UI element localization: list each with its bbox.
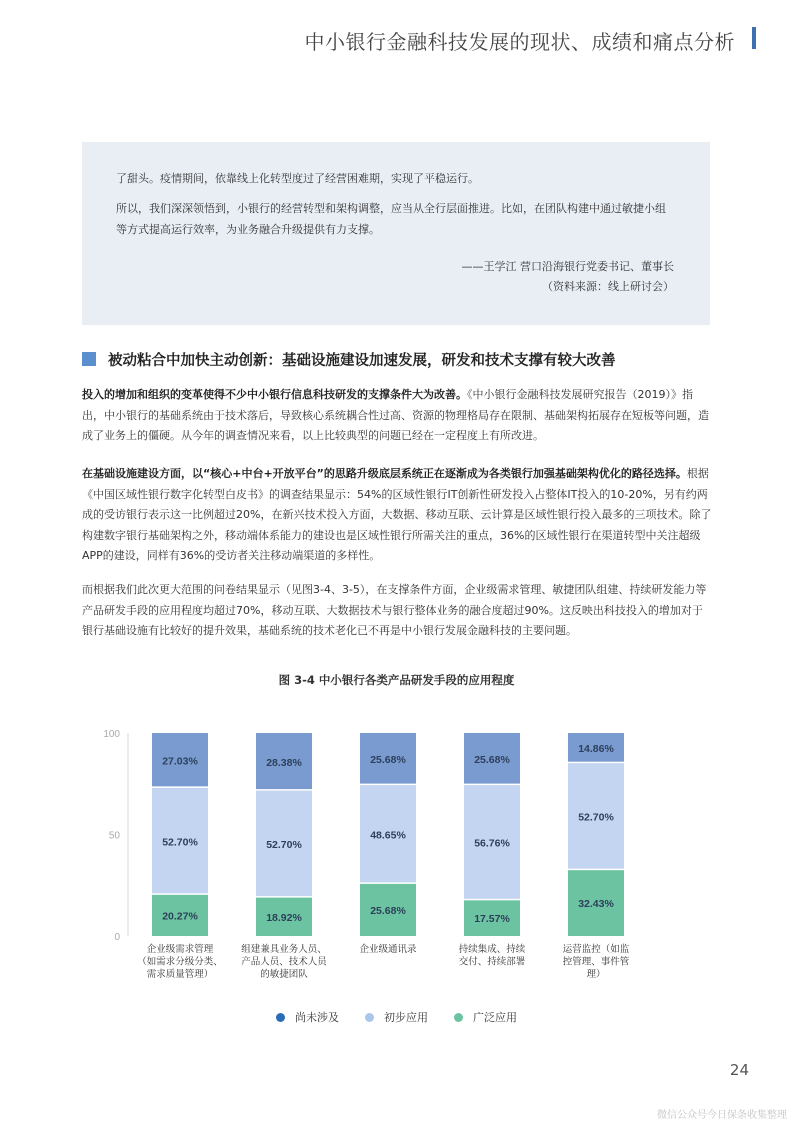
legend-label: 尚未涉及 (295, 1011, 339, 1024)
legend-item-initial (365, 1009, 428, 1025)
data-label: 27.03% (162, 755, 198, 768)
watermark: 微信公众号今日保条收集整理 (657, 1110, 787, 1121)
x-category-label: 需求质量管理） (146, 969, 214, 980)
data-label: 25.68% (474, 754, 510, 767)
paragraph-2-text: 根据《中国区域性银行数字化转型白皮书》的调查结果显示：54%的区域性银行IT创新性研发投入占整体IT投入的10-20%，另有约两成的受访银行表示这一比例超过20%，在新兴技术投入方面，大数据、移动互联、云计算是区域性银行投入最多的三项技术。除了构建数字银行基础架构之外，移动端体系能力的建设也是区域性银行所需关注的重点，36%的区域性银行在渠道转型中关注超级APP的建设，同样有36%的受访者关注移动端渠道的多样性。 (82, 467, 712, 562)
paragraph-1-lead: 投入的增加和组织的变革使得不少中小银行信息科技研发的支撑条件大为改善。 (82, 388, 467, 401)
quote-source: （资料来源：线上研讨会） (542, 280, 674, 293)
data-label: 52.70% (266, 839, 302, 852)
data-label: 17.57% (474, 913, 510, 926)
quote-attribution: ——王学江 营口沿海银行党委书记、董事长 (461, 260, 674, 273)
data-label: 28.38% (266, 756, 302, 769)
section-heading-text: 被动粘合中加快主动创新：基础设施建设加速发展，研发和技术支撑有较大改善 (108, 352, 616, 369)
chart-legend (0, 1009, 793, 1025)
x-category-label: 组建兼具业务人员、 (241, 944, 327, 955)
data-label: 25.68% (370, 904, 406, 917)
legend-item-not-involved (276, 1009, 339, 1025)
page-number: 24 (729, 1061, 749, 1079)
x-category-label: 控管理、事件管 (562, 956, 630, 968)
legend-dot-icon (276, 1013, 285, 1022)
body-paragraph-3: 而根据我们此次更大范围的问卷结果显示（见图3-4、3-5），在支撑条件方面，企业级需求管理、敏捷团队组建、持续研发能力等产品研发手段的应用程度均超过70%，移动互联、大数据技术与银行整体业务的融合度超过90%。这反映出科技投入的增加对于银行基础设施有比较好的提升效果，基础系统的技术老化已不再是中小银行发展金融科技的主要问题。 (82, 583, 707, 637)
y-tick-label: 0 (114, 932, 120, 943)
legend-item-wide (454, 1009, 517, 1025)
legend-label: 广泛应用 (473, 1011, 517, 1024)
data-label: 25.68% (370, 754, 406, 767)
legend-dot-icon (454, 1013, 463, 1022)
data-label: 14.86% (578, 743, 614, 756)
data-label: 48.65% (370, 829, 406, 842)
figure-caption: 图 3-4 中小银行各类产品研发手段的应用程度 (278, 673, 515, 687)
x-category-label: 企业级需求管理 (146, 944, 214, 955)
y-tick-label: 50 (108, 830, 120, 842)
data-label: 18.92% (266, 911, 302, 924)
legend-label: 初步应用 (384, 1011, 428, 1024)
x-category-label: 持续集成、持续 (458, 944, 526, 955)
legend-dot-icon (365, 1013, 374, 1022)
y-tick-label: 100 (103, 729, 120, 740)
data-label: 56.76% (474, 837, 510, 850)
x-category-label: 交付、持续部署 (458, 956, 526, 968)
x-category-label: 企业级通讯录 (359, 944, 417, 955)
x-category-label: （如需求分级分类、 (137, 956, 223, 968)
page-header-title: 中小银行金融科技发展的现状、成绩和痛点分析 (304, 30, 735, 54)
x-category-label: 理） (586, 969, 606, 980)
data-label: 52.70% (578, 811, 614, 824)
data-label: 32.43% (578, 898, 614, 911)
quote-paragraph-2: 所以，我们深深领悟到，小银行的经营转型和架构调整，应当从全行层面推进。比如，在团队构建中通过敏捷小组等方式提高运行效率，为业务融合升级提供有力支撑。 (116, 202, 666, 236)
x-category-label: 运营监控（如监 (562, 944, 630, 955)
x-category-label: 的敏捷团队 (260, 969, 308, 980)
paragraph-1-text: 《中小银行金融科技发展研究报告（2019）》指出，中小银行的基础系统由于技术落后，导致核心系统耦合性过高、资源的物理格局存在限制、基础架构拓展存在短板等问题，造成了业务上的僵硬。从今年的调查情况来看，以上比较典型的问题已经在一定程度上有所改进。 (82, 388, 709, 442)
data-label: 52.70% (162, 836, 198, 849)
data-label: 20.27% (162, 910, 198, 923)
paragraph-2-lead: 在基础设施建设方面，以“核心+中台+开放平台”的思路升级底层系统正在逐渐成为各类银行加强基础架构优化的路径选择。 (82, 467, 687, 480)
quote-paragraph-1: 了甜头。疫情期间，依靠线上化转型度过了经营困难期，实现了平稳运行。 (116, 172, 479, 185)
x-category-label: 产品人员、技术人员 (241, 956, 327, 968)
